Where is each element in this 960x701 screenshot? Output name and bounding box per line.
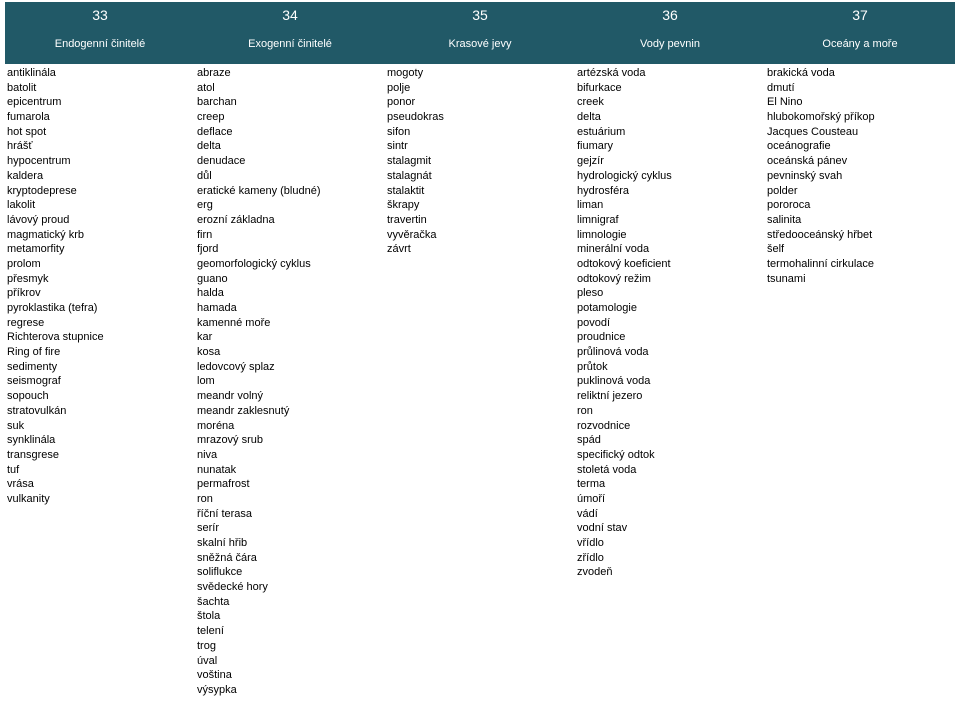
list-item: gejzír xyxy=(577,155,604,168)
list-item: mogoty xyxy=(387,67,424,79)
list-item: delta xyxy=(577,111,601,124)
term-list xyxy=(195,66,385,698)
list-item: puklinová voda xyxy=(577,375,651,388)
column-title: Krasové jevy xyxy=(448,38,512,50)
list-item: limnigraf xyxy=(577,213,619,226)
list-item: synklinála xyxy=(7,434,56,447)
list-item: pororoca xyxy=(767,199,811,212)
list-item: kamenné moře xyxy=(197,316,271,329)
list-item: vřídlo xyxy=(577,537,604,549)
column-number: 35 xyxy=(472,7,488,23)
list-item: středooceánský hřbet xyxy=(767,228,873,241)
list-item: prolom xyxy=(7,257,41,270)
list-item: rozvodnice xyxy=(577,419,631,432)
list-item: průtok xyxy=(577,360,608,373)
list-item: nunatak xyxy=(197,463,237,476)
header-column xyxy=(195,2,385,64)
term-list xyxy=(5,66,195,698)
list-item: abraze xyxy=(197,67,231,79)
list-item: deflace xyxy=(197,125,233,138)
list-item: sedimenty xyxy=(7,360,58,373)
list-item: zvodeň xyxy=(577,566,613,579)
list-item: meandr zaklesnutý xyxy=(197,404,290,417)
list-item: hamada xyxy=(197,302,237,314)
column-title: Endogenní činitelé xyxy=(54,38,146,50)
list-item: erozní základna xyxy=(197,213,275,226)
list-item: batolit xyxy=(7,81,37,94)
list-item: vyvěračka xyxy=(387,228,437,241)
list-item: erg xyxy=(197,199,213,212)
table-header xyxy=(5,2,955,64)
list-item: ron xyxy=(577,404,593,417)
list-item: limnologie xyxy=(577,228,627,241)
list-item: hypocentrum xyxy=(7,155,71,168)
list-item: šelf xyxy=(767,243,785,256)
list-item: serír xyxy=(197,522,219,535)
list-item: suk xyxy=(7,419,25,432)
list-item: stalagmit xyxy=(387,155,432,168)
list-item: příkrov xyxy=(7,287,41,300)
list-item: sintr xyxy=(387,140,408,153)
list-item: pleso xyxy=(577,287,604,300)
list-item: specifický odtok xyxy=(577,448,655,461)
list-item: hlubokomořský příkop xyxy=(767,111,875,124)
list-item: štola xyxy=(197,610,221,623)
list-item: antiklinála xyxy=(7,67,56,79)
list-item: pseudokras xyxy=(387,111,444,124)
list-item: tsunami xyxy=(767,272,806,285)
list-item: transgrese xyxy=(7,448,59,461)
list-item: denudace xyxy=(197,155,246,168)
list-item: úval xyxy=(197,654,218,667)
list-item: kosa xyxy=(197,346,221,359)
list-item: lakolit xyxy=(7,199,36,212)
list-item: stalagnát xyxy=(387,169,432,182)
list-item: spád xyxy=(577,434,601,447)
list-item: moréna xyxy=(197,419,235,432)
list-item: kar xyxy=(197,331,213,344)
list-item: svědecké hory xyxy=(197,581,268,594)
list-item: vodní stav xyxy=(577,522,628,535)
list-item: ledovcový splaz xyxy=(197,360,275,373)
list-item: Richterova stupnice xyxy=(7,331,104,344)
list-item: bifurkace xyxy=(577,81,622,94)
list-item: odtokový režim xyxy=(577,272,651,285)
header-column xyxy=(385,2,575,64)
term-list xyxy=(385,66,575,698)
list-item: firn xyxy=(197,228,213,241)
header-column xyxy=(765,2,955,64)
list-item: fumarola xyxy=(7,111,50,124)
list-item: seismograf xyxy=(7,375,61,388)
list-item: říční terasa xyxy=(197,507,253,520)
list-item: estuárium xyxy=(577,125,626,138)
list-item: trog xyxy=(197,639,216,652)
column-number: 34 xyxy=(282,7,298,23)
list-item: stoletá voda xyxy=(577,463,637,476)
list-item: barchan xyxy=(197,96,237,109)
list-item: úmoří xyxy=(577,492,606,505)
list-item: delta xyxy=(197,140,221,153)
list-item: odtokový koeficient xyxy=(577,257,671,270)
list-item: eratické kameny (bludné) xyxy=(197,184,321,197)
list-item: šachta xyxy=(197,595,230,608)
list-item: skalní hřib xyxy=(197,537,248,549)
list-item: proudnice xyxy=(577,331,626,344)
list-item: škrapy xyxy=(387,199,420,212)
list-item: Ring of fire xyxy=(7,346,61,359)
list-item: dmutí xyxy=(767,81,795,94)
column-title: Exogenní činitelé xyxy=(248,38,332,50)
list-item: sněžná čára xyxy=(197,551,257,564)
list-item: oceánografie xyxy=(767,140,831,153)
list-item: termohalinní cirkulace xyxy=(767,257,874,270)
list-item: přesmyk xyxy=(7,272,49,285)
list-item: vrása xyxy=(7,478,34,491)
list-item: salinita xyxy=(767,213,802,226)
list-item: ponor xyxy=(387,96,416,109)
list-item: pevninský svah xyxy=(767,169,843,182)
list-item: halda xyxy=(197,287,224,300)
list-item: Jacques Cousteau xyxy=(767,125,859,138)
header-column xyxy=(575,2,765,64)
term-list xyxy=(575,66,765,698)
list-item: minerální voda xyxy=(577,243,650,256)
list-item: tuf xyxy=(7,463,20,476)
list-item: artézská voda xyxy=(577,67,646,79)
list-item: fjord xyxy=(197,243,219,256)
list-item: reliktní jezero xyxy=(577,390,643,403)
list-item: geomorfologický cyklus xyxy=(197,257,311,270)
header-column xyxy=(5,2,195,64)
column-number: 36 xyxy=(662,7,678,23)
column-title: Vody pevnin xyxy=(640,38,700,50)
list-item: stalaktit xyxy=(387,184,425,197)
list-item: mrazový srub xyxy=(197,434,264,447)
list-item: potamologie xyxy=(577,302,637,314)
list-item: průlinová voda xyxy=(577,346,649,359)
list-item: telení xyxy=(197,625,224,638)
list-item: soliflukce xyxy=(197,566,243,579)
column-number: 33 xyxy=(92,7,108,23)
list-item: magmatický krb xyxy=(7,228,85,241)
list-item: vádí xyxy=(577,507,598,520)
list-item: terma xyxy=(577,478,606,491)
list-item: pyroklastika (tefra) xyxy=(7,302,98,314)
list-item: creek xyxy=(577,96,604,109)
list-item: povodí xyxy=(577,316,611,329)
list-item: hydrologický cyklus xyxy=(577,169,672,182)
list-item: brakická voda xyxy=(767,67,835,79)
list-item: vulkanity xyxy=(7,492,50,505)
list-item: hrášť xyxy=(7,140,33,153)
list-item: závrt xyxy=(387,243,411,256)
list-item: travertin xyxy=(387,213,427,226)
list-item: liman xyxy=(577,199,604,212)
list-item: oceánská pánev xyxy=(767,155,848,168)
list-item: meandr volný xyxy=(197,390,264,403)
list-item: důl xyxy=(197,169,212,182)
list-item: sifon xyxy=(387,125,411,138)
column-number: 37 xyxy=(852,7,868,23)
list-item: sopouch xyxy=(7,390,49,403)
list-item: kaldera xyxy=(7,169,44,182)
list-item: creep xyxy=(197,111,225,124)
list-item: fiumary xyxy=(577,140,614,153)
list-item: metamorfity xyxy=(7,243,65,256)
list-item: lávový proud xyxy=(7,213,70,226)
list-item: El Nino xyxy=(767,96,803,109)
list-item: regrese xyxy=(7,316,45,329)
list-item: stratovulkán xyxy=(7,404,67,417)
list-item: atol xyxy=(197,81,215,94)
list-item: hot spot xyxy=(7,125,47,138)
term-columns xyxy=(5,66,955,698)
list-item: ron xyxy=(197,492,213,505)
list-item: výsypka xyxy=(197,683,237,696)
term-list xyxy=(765,66,955,698)
list-item: niva xyxy=(197,448,218,461)
list-item: kryptodeprese xyxy=(7,184,77,197)
list-item: voština xyxy=(197,669,232,682)
list-item: polder xyxy=(767,184,798,197)
list-item: epicentrum xyxy=(7,96,62,109)
list-item: zřídlo xyxy=(577,551,604,564)
list-item: lom xyxy=(197,375,215,388)
list-item: permafrost xyxy=(197,478,250,491)
column-title: Oceány a moře xyxy=(822,38,898,50)
list-item: polje xyxy=(387,81,411,94)
list-item: hydrosféra xyxy=(577,184,629,197)
list-item: guano xyxy=(197,272,228,285)
